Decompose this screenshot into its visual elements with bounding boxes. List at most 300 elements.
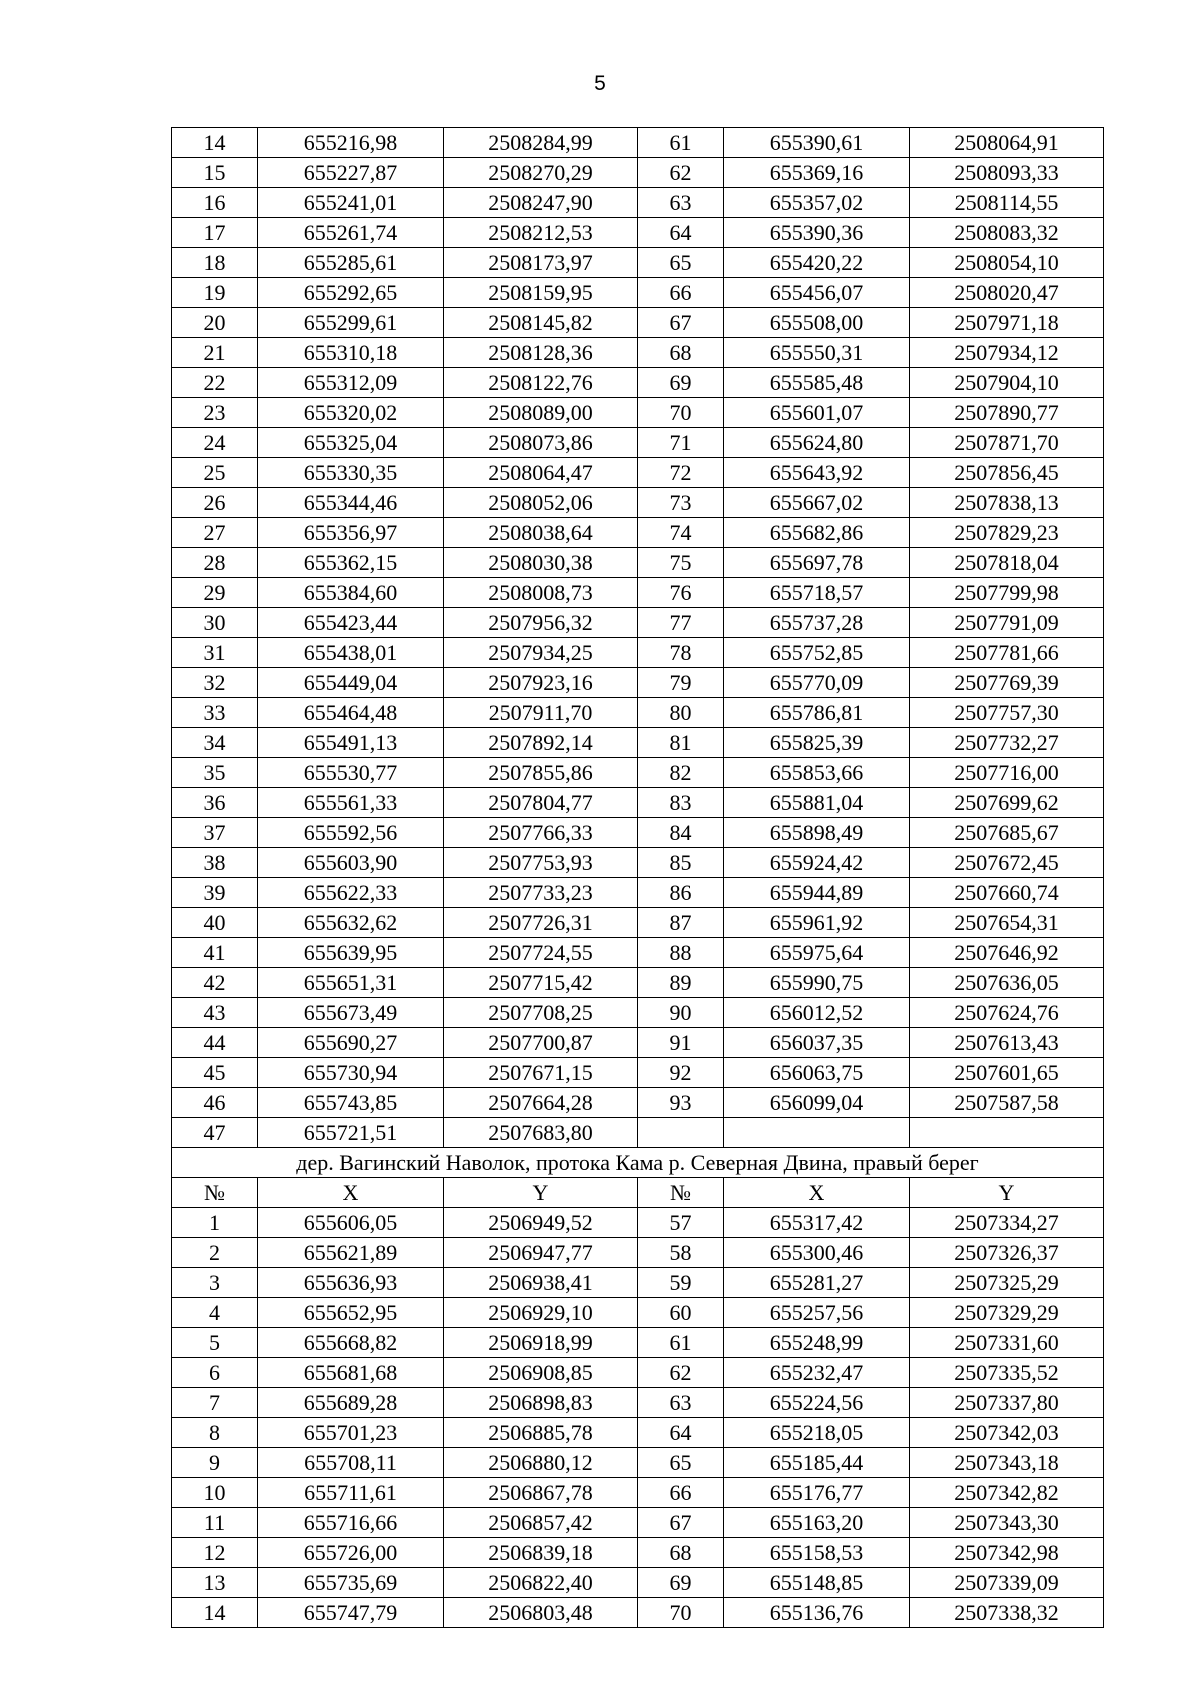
y-header: Y <box>444 1178 638 1208</box>
y-coordinate-cell: 2507871,70 <box>910 428 1104 458</box>
x-coordinate-cell: 655735,69 <box>258 1568 444 1598</box>
y-header: Y <box>910 1178 1104 1208</box>
point-number-cell: 84 <box>638 818 724 848</box>
y-coordinate-cell: 2508212,53 <box>444 218 638 248</box>
point-number-cell: 60 <box>638 1298 724 1328</box>
y-coordinate-cell: 2507799,98 <box>910 578 1104 608</box>
point-number-cell: 43 <box>172 998 258 1028</box>
point-number-cell: 36 <box>172 788 258 818</box>
x-coordinate-cell: 655603,90 <box>258 848 444 878</box>
table-row <box>172 548 1104 578</box>
x-coordinate-cell: 655747,79 <box>258 1598 444 1628</box>
y-coordinate-cell: 2507818,04 <box>910 548 1104 578</box>
x-coordinate-cell: 655681,68 <box>258 1358 444 1388</box>
x-coordinate-cell: 655136,76 <box>724 1598 910 1628</box>
y-coordinate-cell: 2508270,29 <box>444 158 638 188</box>
x-coordinate-cell: 655726,00 <box>258 1538 444 1568</box>
point-number-cell: 22 <box>172 368 258 398</box>
x-coordinate-cell: 655667,02 <box>724 488 910 518</box>
x-coordinate-cell: 655718,57 <box>724 578 910 608</box>
x-coordinate-cell: 655285,61 <box>258 248 444 278</box>
x-coordinate-cell: 655825,39 <box>724 728 910 758</box>
point-number-cell: 63 <box>638 1388 724 1418</box>
y-coordinate-cell: 2507660,74 <box>910 878 1104 908</box>
table-row <box>172 518 1104 548</box>
y-coordinate-cell: 2508052,06 <box>444 488 638 518</box>
point-number-cell: 28 <box>172 548 258 578</box>
y-coordinate-cell: 2507804,77 <box>444 788 638 818</box>
point-number-cell: 24 <box>172 428 258 458</box>
x-coordinate-cell: 655624,80 <box>724 428 910 458</box>
point-number-cell: 11 <box>172 1508 258 1538</box>
y-coordinate-cell: 2507724,55 <box>444 938 638 968</box>
y-coordinate-cell: 2507934,12 <box>910 338 1104 368</box>
y-coordinate-cell: 2507331,60 <box>910 1328 1104 1358</box>
y-coordinate-cell: 2507339,09 <box>910 1568 1104 1598</box>
table-row <box>172 1328 1104 1358</box>
point-number-cell: 15 <box>172 158 258 188</box>
table-row <box>172 1238 1104 1268</box>
y-coordinate-cell: 2507335,52 <box>910 1358 1104 1388</box>
point-number-cell: 79 <box>638 668 724 698</box>
table-row <box>172 278 1104 308</box>
point-number-cell: 85 <box>638 848 724 878</box>
point-number-cell: 42 <box>172 968 258 998</box>
x-coordinate-cell: 655464,48 <box>258 698 444 728</box>
table-row <box>172 1388 1104 1418</box>
y-coordinate-cell: 2508089,00 <box>444 398 638 428</box>
table-row <box>172 1058 1104 1088</box>
point-number-cell: 19 <box>172 278 258 308</box>
point-number-cell: 34 <box>172 728 258 758</box>
x-coordinate-cell: 655636,93 <box>258 1268 444 1298</box>
point-number-cell: 32 <box>172 668 258 698</box>
page-number: 5 <box>594 72 606 95</box>
x-coordinate-cell: 655456,07 <box>724 278 910 308</box>
point-number-cell: 65 <box>638 248 724 278</box>
x-coordinate-cell: 656099,04 <box>724 1088 910 1118</box>
table-row <box>172 488 1104 518</box>
x-coordinate-cell: 655508,00 <box>724 308 910 338</box>
point-number-cell: 21 <box>172 338 258 368</box>
y-coordinate-cell: 2508083,32 <box>910 218 1104 248</box>
x-coordinate-cell: 655561,33 <box>258 788 444 818</box>
y-coordinate-cell: 2508064,47 <box>444 458 638 488</box>
x-coordinate-cell: 655158,53 <box>724 1538 910 1568</box>
coordinates-table <box>171 127 1104 1628</box>
x-coordinate-cell: 655770,09 <box>724 668 910 698</box>
point-number-cell: 3 <box>172 1268 258 1298</box>
point-number-cell: 13 <box>172 1568 258 1598</box>
x-coordinate-cell: 655621,89 <box>258 1238 444 1268</box>
point-number-cell: 62 <box>638 158 724 188</box>
y-coordinate-cell: 2507601,65 <box>910 1058 1104 1088</box>
table-row <box>172 248 1104 278</box>
x-coordinate-cell: 655721,51 <box>258 1118 444 1148</box>
x-coordinate-cell: 655176,77 <box>724 1478 910 1508</box>
y-coordinate-cell: 2508114,55 <box>910 188 1104 218</box>
point-number-cell: 64 <box>638 1418 724 1448</box>
y-coordinate-cell: 2507683,80 <box>444 1118 638 1148</box>
x-coordinate-cell: 655300,46 <box>724 1238 910 1268</box>
y-coordinate-cell: 2507856,45 <box>910 458 1104 488</box>
point-number-cell: 67 <box>638 1508 724 1538</box>
x-coordinate-cell: 655606,05 <box>258 1208 444 1238</box>
point-number-cell: 91 <box>638 1028 724 1058</box>
point-number-cell: 26 <box>172 488 258 518</box>
x-coordinate-cell: 655730,94 <box>258 1058 444 1088</box>
y-coordinate-cell: 2507708,25 <box>444 998 638 1028</box>
y-coordinate-cell: 2507636,05 <box>910 968 1104 998</box>
point-number-cell: 4 <box>172 1298 258 1328</box>
table-row <box>172 368 1104 398</box>
point-number-cell: 66 <box>638 1478 724 1508</box>
table-row <box>172 1478 1104 1508</box>
point-number-cell: 92 <box>638 1058 724 1088</box>
y-coordinate-cell: 2507337,80 <box>910 1388 1104 1418</box>
x-coordinate-cell: 655281,27 <box>724 1268 910 1298</box>
table-row <box>172 728 1104 758</box>
y-coordinate-cell <box>910 1118 1104 1148</box>
x-coordinate-cell: 655622,33 <box>258 878 444 908</box>
table-row <box>172 878 1104 908</box>
point-number-cell: 20 <box>172 308 258 338</box>
x-coordinate-cell: 655163,20 <box>724 1508 910 1538</box>
point-number-cell: 90 <box>638 998 724 1028</box>
x-coordinate-cell: 655438,01 <box>258 638 444 668</box>
point-number-cell: 1 <box>172 1208 258 1238</box>
table-row <box>172 908 1104 938</box>
point-number-cell: 59 <box>638 1268 724 1298</box>
point-number-cell: 33 <box>172 698 258 728</box>
table-row <box>172 758 1104 788</box>
y-coordinate-cell: 2507971,18 <box>910 308 1104 338</box>
number-header: № <box>638 1178 724 1208</box>
y-coordinate-cell: 2507732,27 <box>910 728 1104 758</box>
point-number-cell: 73 <box>638 488 724 518</box>
y-coordinate-cell: 2508073,86 <box>444 428 638 458</box>
point-number-cell: 68 <box>638 338 724 368</box>
point-number-cell: 65 <box>638 1448 724 1478</box>
x-coordinate-cell: 655362,15 <box>258 548 444 578</box>
y-coordinate-cell: 2506822,40 <box>444 1568 638 1598</box>
y-coordinate-cell: 2508008,73 <box>444 578 638 608</box>
y-coordinate-cell: 2507613,43 <box>910 1028 1104 1058</box>
point-number-cell: 7 <box>172 1388 258 1418</box>
table-row <box>172 698 1104 728</box>
point-number-cell: 70 <box>638 398 724 428</box>
y-coordinate-cell: 2506898,83 <box>444 1388 638 1418</box>
x-coordinate-cell: 655384,60 <box>258 578 444 608</box>
point-number-cell: 58 <box>638 1238 724 1268</box>
x-coordinate-cell: 655390,61 <box>724 128 910 158</box>
table-row <box>172 788 1104 818</box>
point-number-cell: 46 <box>172 1088 258 1118</box>
point-number-cell: 14 <box>172 1598 258 1628</box>
y-coordinate-cell: 2508173,97 <box>444 248 638 278</box>
x-coordinate-cell: 655708,11 <box>258 1448 444 1478</box>
point-number-cell: 78 <box>638 638 724 668</box>
x-coordinate-cell: 655550,31 <box>724 338 910 368</box>
table-header-row <box>172 1178 1104 1208</box>
section-caption-row <box>172 1148 1104 1178</box>
x-coordinate-cell: 655292,65 <box>258 278 444 308</box>
x-coordinate-cell: 655990,75 <box>724 968 910 998</box>
x-coordinate-cell: 655227,87 <box>258 158 444 188</box>
table-row <box>172 1268 1104 1298</box>
y-coordinate-cell: 2507338,32 <box>910 1598 1104 1628</box>
point-number-cell: 71 <box>638 428 724 458</box>
table-row <box>172 1118 1104 1148</box>
y-coordinate-cell: 2507672,45 <box>910 848 1104 878</box>
point-number-cell: 88 <box>638 938 724 968</box>
y-coordinate-cell: 2507326,37 <box>910 1238 1104 1268</box>
x-coordinate-cell: 655257,56 <box>724 1298 910 1328</box>
y-coordinate-cell: 2508020,47 <box>910 278 1104 308</box>
y-coordinate-cell: 2506867,78 <box>444 1478 638 1508</box>
y-coordinate-cell: 2507699,62 <box>910 788 1104 818</box>
table-row <box>172 158 1104 188</box>
x-coordinate-cell: 655312,09 <box>258 368 444 398</box>
x-coordinate-cell: 655689,28 <box>258 1388 444 1418</box>
y-coordinate-cell: 2506803,48 <box>444 1598 638 1628</box>
point-number-cell: 38 <box>172 848 258 878</box>
point-number-cell: 5 <box>172 1328 258 1358</box>
table-row <box>172 128 1104 158</box>
point-number-cell: 69 <box>638 368 724 398</box>
table-row <box>172 818 1104 848</box>
y-coordinate-cell: 2507700,87 <box>444 1028 638 1058</box>
x-coordinate-cell: 656037,35 <box>724 1028 910 1058</box>
y-coordinate-cell: 2507342,03 <box>910 1418 1104 1448</box>
y-coordinate-cell: 2507726,31 <box>444 908 638 938</box>
y-coordinate-cell: 2506908,85 <box>444 1358 638 1388</box>
section-caption: дер. Вагинский Наволок, протока Кама р. Северная Двина, правый берег <box>172 1148 1104 1178</box>
x-coordinate-cell: 655673,49 <box>258 998 444 1028</box>
point-number-cell: 41 <box>172 938 258 968</box>
y-coordinate-cell: 2508038,64 <box>444 518 638 548</box>
x-coordinate-cell: 655639,95 <box>258 938 444 968</box>
y-coordinate-cell: 2506885,78 <box>444 1418 638 1448</box>
x-coordinate-cell: 655216,98 <box>258 128 444 158</box>
x-coordinate-cell: 656012,52 <box>724 998 910 1028</box>
y-coordinate-cell: 2507838,13 <box>910 488 1104 518</box>
x-coordinate-cell: 655961,92 <box>724 908 910 938</box>
point-number-cell: 66 <box>638 278 724 308</box>
point-number-cell: 83 <box>638 788 724 818</box>
point-number-cell: 45 <box>172 1058 258 1088</box>
x-coordinate-cell: 655786,81 <box>724 698 910 728</box>
table-row <box>172 1538 1104 1568</box>
point-number-cell: 62 <box>638 1358 724 1388</box>
table-row <box>172 1418 1104 1448</box>
point-number-cell: 37 <box>172 818 258 848</box>
x-coordinate-cell: 655585,48 <box>724 368 910 398</box>
point-number-cell: 27 <box>172 518 258 548</box>
x-coordinate-cell: 655420,22 <box>724 248 910 278</box>
x-coordinate-cell: 655241,01 <box>258 188 444 218</box>
point-number-cell: 10 <box>172 1478 258 1508</box>
x-coordinate-cell <box>724 1118 910 1148</box>
coordinates-table-body <box>172 128 1104 1628</box>
point-number-cell <box>638 1118 724 1148</box>
x-coordinate-cell: 655320,02 <box>258 398 444 428</box>
x-coordinate-cell: 655218,05 <box>724 1418 910 1448</box>
table-row <box>172 638 1104 668</box>
y-coordinate-cell: 2508247,90 <box>444 188 638 218</box>
point-number-cell: 61 <box>638 128 724 158</box>
point-number-cell: 74 <box>638 518 724 548</box>
y-coordinate-cell: 2507904,10 <box>910 368 1104 398</box>
point-number-cell: 86 <box>638 878 724 908</box>
y-coordinate-cell: 2507829,23 <box>910 518 1104 548</box>
table-row <box>172 608 1104 638</box>
x-coordinate-cell: 655344,46 <box>258 488 444 518</box>
y-coordinate-cell: 2507646,92 <box>910 938 1104 968</box>
x-coordinate-cell: 655690,27 <box>258 1028 444 1058</box>
y-coordinate-cell: 2508284,99 <box>444 128 638 158</box>
x-coordinate-cell: 655651,31 <box>258 968 444 998</box>
y-coordinate-cell: 2507769,39 <box>910 668 1104 698</box>
x-coordinate-cell: 655592,56 <box>258 818 444 848</box>
point-number-cell: 82 <box>638 758 724 788</box>
x-coordinate-cell: 655299,61 <box>258 308 444 338</box>
point-number-cell: 18 <box>172 248 258 278</box>
y-coordinate-cell: 2507624,76 <box>910 998 1104 1028</box>
point-number-cell: 17 <box>172 218 258 248</box>
y-coordinate-cell: 2507587,58 <box>910 1088 1104 1118</box>
y-coordinate-cell: 2506929,10 <box>444 1298 638 1328</box>
y-coordinate-cell: 2507343,18 <box>910 1448 1104 1478</box>
x-coordinate-cell: 655449,04 <box>258 668 444 698</box>
x-coordinate-cell: 655881,04 <box>724 788 910 818</box>
y-coordinate-cell: 2507325,29 <box>910 1268 1104 1298</box>
x-coordinate-cell: 655632,62 <box>258 908 444 938</box>
x-coordinate-cell: 656063,75 <box>724 1058 910 1088</box>
x-coordinate-cell: 655423,44 <box>258 608 444 638</box>
x-coordinate-cell: 655711,61 <box>258 1478 444 1508</box>
table-row <box>172 428 1104 458</box>
x-coordinate-cell: 655357,02 <box>724 188 910 218</box>
x-coordinate-cell: 655737,28 <box>724 608 910 638</box>
x-coordinate-cell: 655898,49 <box>724 818 910 848</box>
x-coordinate-cell: 655601,07 <box>724 398 910 428</box>
point-number-cell: 57 <box>638 1208 724 1238</box>
x-coordinate-cell: 655682,86 <box>724 518 910 548</box>
point-number-cell: 8 <box>172 1418 258 1448</box>
y-coordinate-cell: 2506839,18 <box>444 1538 638 1568</box>
point-number-cell: 81 <box>638 728 724 758</box>
point-number-cell: 23 <box>172 398 258 428</box>
point-number-cell: 61 <box>638 1328 724 1358</box>
point-number-cell: 93 <box>638 1088 724 1118</box>
table-row <box>172 668 1104 698</box>
y-coordinate-cell: 2508159,95 <box>444 278 638 308</box>
x-coordinate-cell: 655853,66 <box>724 758 910 788</box>
x-coordinate-cell: 655530,77 <box>258 758 444 788</box>
y-coordinate-cell: 2507733,23 <box>444 878 638 908</box>
table-row <box>172 1508 1104 1538</box>
y-coordinate-cell: 2507781,66 <box>910 638 1104 668</box>
point-number-cell: 72 <box>638 458 724 488</box>
y-coordinate-cell: 2507716,00 <box>910 758 1104 788</box>
table-row <box>172 188 1104 218</box>
point-number-cell: 9 <box>172 1448 258 1478</box>
y-coordinate-cell: 2507890,77 <box>910 398 1104 428</box>
y-coordinate-cell: 2506947,77 <box>444 1238 638 1268</box>
y-coordinate-cell: 2507671,15 <box>444 1058 638 1088</box>
point-number-cell: 75 <box>638 548 724 578</box>
x-coordinate-cell: 655924,42 <box>724 848 910 878</box>
x-coordinate-cell: 655668,82 <box>258 1328 444 1358</box>
x-coordinate-cell: 655261,74 <box>258 218 444 248</box>
point-number-cell: 80 <box>638 698 724 728</box>
y-coordinate-cell: 2507715,42 <box>444 968 638 998</box>
point-number-cell: 14 <box>172 128 258 158</box>
y-coordinate-cell: 2507342,98 <box>910 1538 1104 1568</box>
table-row <box>172 218 1104 248</box>
x-coordinate-cell: 655743,85 <box>258 1088 444 1118</box>
point-number-cell: 35 <box>172 758 258 788</box>
table-row <box>172 308 1104 338</box>
y-coordinate-cell: 2506949,52 <box>444 1208 638 1238</box>
table-row <box>172 1208 1104 1238</box>
y-coordinate-cell: 2507934,25 <box>444 638 638 668</box>
point-number-cell: 70 <box>638 1598 724 1628</box>
x-coordinate-cell: 655185,44 <box>724 1448 910 1478</box>
table-row <box>172 458 1104 488</box>
table-row <box>172 938 1104 968</box>
x-coordinate-cell: 655148,85 <box>724 1568 910 1598</box>
x-header: X <box>724 1178 910 1208</box>
x-coordinate-cell: 655701,23 <box>258 1418 444 1448</box>
table-row <box>172 1028 1104 1058</box>
y-coordinate-cell: 2507343,30 <box>910 1508 1104 1538</box>
y-coordinate-cell: 2507956,32 <box>444 608 638 638</box>
point-number-cell: 68 <box>638 1538 724 1568</box>
y-coordinate-cell: 2508128,36 <box>444 338 638 368</box>
x-coordinate-cell: 655310,18 <box>258 338 444 368</box>
y-coordinate-cell: 2507923,16 <box>444 668 638 698</box>
x-coordinate-cell: 655224,56 <box>724 1388 910 1418</box>
table-row <box>172 1298 1104 1328</box>
point-number-cell: 25 <box>172 458 258 488</box>
y-coordinate-cell: 2506938,41 <box>444 1268 638 1298</box>
table-row <box>172 968 1104 998</box>
x-coordinate-cell: 655643,92 <box>724 458 910 488</box>
point-number-cell: 16 <box>172 188 258 218</box>
x-coordinate-cell: 655752,85 <box>724 638 910 668</box>
y-coordinate-cell: 2508030,38 <box>444 548 638 578</box>
x-coordinate-cell: 655317,42 <box>724 1208 910 1238</box>
x-coordinate-cell: 655944,89 <box>724 878 910 908</box>
y-coordinate-cell: 2506918,99 <box>444 1328 638 1358</box>
point-number-cell: 47 <box>172 1118 258 1148</box>
y-coordinate-cell: 2507911,70 <box>444 698 638 728</box>
table-row <box>172 1568 1104 1598</box>
table-row <box>172 1358 1104 1388</box>
y-coordinate-cell: 2508122,76 <box>444 368 638 398</box>
table-row <box>172 848 1104 878</box>
point-number-cell: 63 <box>638 188 724 218</box>
point-number-cell: 31 <box>172 638 258 668</box>
table-row <box>172 1088 1104 1118</box>
y-coordinate-cell: 2507329,29 <box>910 1298 1104 1328</box>
y-coordinate-cell: 2507342,82 <box>910 1478 1104 1508</box>
point-number-cell: 29 <box>172 578 258 608</box>
y-coordinate-cell: 2507334,27 <box>910 1208 1104 1238</box>
point-number-cell: 89 <box>638 968 724 998</box>
